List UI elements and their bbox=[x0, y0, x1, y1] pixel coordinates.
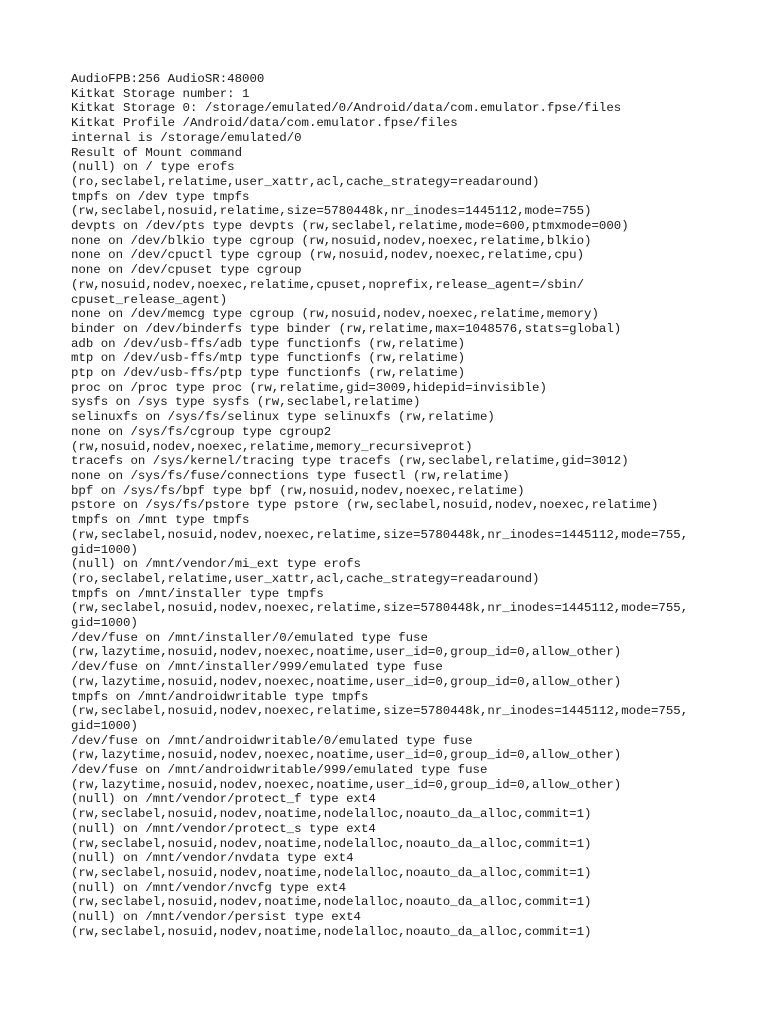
log-line: tmpfs on /mnt/installer type tmpfs bbox=[71, 586, 324, 601]
log-line: /dev/fuse on /mnt/installer/999/emulated type fuse bbox=[71, 660, 443, 675]
log-line: (rw,seclabel,nosuid,nodev,noatime,nodelalloc,noauto_da_alloc,commit=1) bbox=[71, 895, 592, 910]
log-line: proc on /proc type proc (rw,relatime,gid=3009,hidepid=invisible) bbox=[71, 380, 547, 395]
log-line: none on /dev/memcg type cgroup (rw,nosuid,nodev,noexec,relatime,memory) bbox=[71, 307, 599, 322]
log-line: (rw,lazytime,nosuid,nodev,noexec,noatime,user_id=0,group_id=0,allow_other) bbox=[71, 777, 622, 792]
log-line: selinuxfs on /sys/fs/selinux type selinuxfs (rw,relatime) bbox=[71, 410, 495, 425]
log-line: none on /dev/blkio type cgroup (rw,nosuid,nodev,noexec,relatime,blkio) bbox=[71, 233, 592, 248]
log-line: (null) on /mnt/vendor/persist type ext4 bbox=[71, 910, 361, 925]
log-line: none on /sys/fs/cgroup type cgroup2 bbox=[71, 424, 332, 439]
log-line: tmpfs on /dev type tmpfs bbox=[71, 189, 250, 204]
log-line: internal is /storage/emulated/0 bbox=[71, 130, 302, 145]
log-line: (null) on /mnt/vendor/protect_s type ext4 bbox=[71, 821, 376, 836]
log-line: (rw,seclabel,nosuid,relatime,size=5780448k,nr_inodes=1445112,mode=755) bbox=[71, 204, 592, 219]
log-line: (rw,seclabel,nosuid,nodev,noexec,relatime,size=5780448k,nr_inodes=1445112,mode=755, bbox=[71, 704, 689, 719]
log-line: (rw,lazytime,nosuid,nodev,noexec,noatime,user_id=0,group_id=0,allow_other) bbox=[71, 748, 622, 763]
log-line: (null) on /mnt/vendor/mi_ext type erofs bbox=[71, 557, 361, 572]
log-line: none on /sys/fs/fuse/connections type fusectl (rw,relatime) bbox=[71, 468, 510, 483]
log-line: /dev/fuse on /mnt/installer/0/emulated type fuse bbox=[71, 630, 428, 645]
log-line: gid=1000) bbox=[71, 542, 138, 557]
log-line: (null) on /mnt/vendor/nvdata type ext4 bbox=[71, 851, 354, 866]
log-line: (rw,seclabel,nosuid,nodev,noatime,nodelalloc,noauto_da_alloc,commit=1) bbox=[71, 924, 592, 939]
log-line: (rw,seclabel,nosuid,nodev,noatime,nodelalloc,noauto_da_alloc,commit=1) bbox=[71, 865, 592, 880]
log-line: (rw,seclabel,nosuid,nodev,noatime,nodelalloc,noauto_da_alloc,commit=1) bbox=[71, 836, 592, 851]
log-line: (null) on / type erofs bbox=[71, 160, 235, 175]
log-line: (null) on /mnt/vendor/nvcfg type ext4 bbox=[71, 880, 347, 895]
log-line: (rw,seclabel,nosuid,nodev,noexec,relatime,size=5780448k,nr_inodes=1445112,mode=755, bbox=[71, 601, 689, 616]
log-line: none on /dev/cpuctl type cgroup (rw,nosuid,nodev,noexec,relatime,cpu) bbox=[71, 248, 585, 263]
log-line: tmpfs on /mnt type tmpfs bbox=[71, 513, 250, 528]
log-line: Kitkat Storage number: 1 bbox=[71, 86, 250, 101]
log-line: (rw,seclabel,nosuid,nodev,noatime,nodelalloc,noauto_da_alloc,commit=1) bbox=[71, 807, 592, 822]
log-line: gid=1000) bbox=[71, 616, 138, 631]
log-line: tmpfs on /mnt/androidwritable type tmpfs bbox=[71, 689, 369, 704]
log-line: sysfs on /sys type sysfs (rw,seclabel,relatime) bbox=[71, 395, 421, 410]
log-line: pstore on /sys/fs/pstore type pstore (rw,seclabel,nosuid,nodev,noexec,relatime) bbox=[71, 498, 659, 513]
log-line: (rw,nosuid,nodev,noexec,relatime,memory_recursiveprot) bbox=[71, 439, 473, 454]
log-line: cpuset_release_agent) bbox=[71, 292, 228, 307]
log-line: none on /dev/cpuset type cgroup bbox=[71, 263, 302, 278]
log-line: Result of Mount command bbox=[71, 145, 243, 160]
log-line: ptp on /dev/usb-ffs/ptp type functionfs (rw,relatime) bbox=[71, 366, 466, 381]
log-line: (ro,seclabel,relatime,user_xattr,acl,cache_strategy=readaround) bbox=[71, 174, 540, 189]
mount-log-text bbox=[71, 72, 751, 939]
log-line: (rw,lazytime,nosuid,nodev,noexec,noatime,user_id=0,group_id=0,allow_other) bbox=[71, 674, 622, 689]
log-line: devpts on /dev/pts type devpts (rw,seclabel,relatime,mode=600,ptmxmode=000) bbox=[71, 219, 629, 234]
log-line: (rw,nosuid,nodev,noexec,relatime,cpuset,noprefix,release_agent=/sbin/ bbox=[71, 277, 585, 292]
log-line: bpf on /sys/fs/bpf type bpf (rw,nosuid,nodev,noexec,relatime) bbox=[71, 483, 525, 498]
document-page bbox=[71, 72, 751, 939]
log-line: tracefs on /sys/kernel/tracing type tracefs (rw,seclabel,relatime,gid=3012) bbox=[71, 454, 629, 469]
log-line: gid=1000) bbox=[71, 718, 138, 733]
log-line: adb on /dev/usb-ffs/adb type functionfs (rw,relatime) bbox=[71, 336, 466, 351]
log-line: (null) on /mnt/vendor/protect_f type ext4 bbox=[71, 792, 376, 807]
log-line: AudioFPB:256 AudioSR:48000 bbox=[71, 72, 265, 86]
log-line: Kitkat Profile /Android/data/com.emulator.fpse/files bbox=[71, 116, 458, 131]
log-line: Kitkat Storage 0: /storage/emulated/0/Android/data/com.emulator.fpse/files bbox=[71, 101, 622, 116]
log-line: /dev/fuse on /mnt/androidwritable/999/emulated type fuse bbox=[71, 763, 488, 778]
log-line: mtp on /dev/usb-ffs/mtp type functionfs (rw,relatime) bbox=[71, 351, 466, 366]
log-line: (rw,lazytime,nosuid,nodev,noexec,noatime,user_id=0,group_id=0,allow_other) bbox=[71, 645, 622, 660]
log-line: binder on /dev/binderfs type binder (rw,relatime,max=1048576,stats=global) bbox=[71, 321, 622, 336]
log-line: (rw,seclabel,nosuid,nodev,noexec,relatime,size=5780448k,nr_inodes=1445112,mode=755, bbox=[71, 527, 689, 542]
log-line: (ro,seclabel,relatime,user_xattr,acl,cache_strategy=readaround) bbox=[71, 571, 540, 586]
log-line: /dev/fuse on /mnt/androidwritable/0/emulated type fuse bbox=[71, 733, 473, 748]
